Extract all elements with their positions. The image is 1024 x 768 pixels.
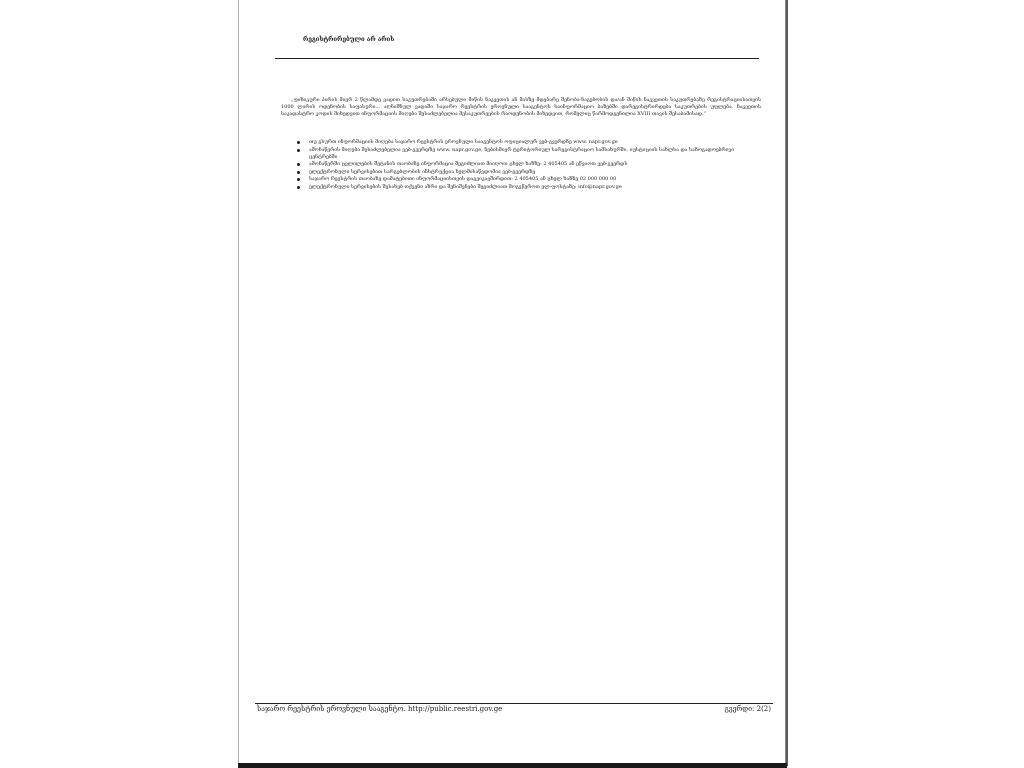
page-bottom-edge bbox=[238, 763, 787, 768]
document-page bbox=[238, 0, 786, 766]
list-item-text: ამონაწერის მიღება შესაძლებელია ვებ-გვერდზე www. napr.gov.ge, ნებისმიერ ტერიტორიულ სარეგისტრაციო სამსახურში, იუსტიციის სახლსა და საზოგადოებრივი ცენტრებში bbox=[309, 146, 735, 160]
intro-paragraph: „ფიზიკური პირის მიერ 2 წლამდე ვადით საკუთრებაში არსებული მიწის ნაკვეთის ან მასზე მდებარე შენობა-ნაგებობის და/ან მიწის ნაკვეთის საკუთრებაზე რეგისტრაციისათვის 1000 ლარის ოდენობის საფასური... აღნიშნულ ვადაში საჯარო რეესტრის ეროვნული სააგენტოს საინფორმაციო ბაზებში დარეგისტრირდება საკუთრების უფლება. ნაკვეთის საკადასტრო კოდის მიხედვით ინფორმაციის მიღება შესაძლებელია მესაკუთრეების რაოდენობის მიხედვით, რომელიც წარმოდგენილია XVIII თავის შესაბამისად.“ bbox=[281, 97, 761, 117]
header-title: რეგისტრირებული არ არის bbox=[303, 36, 395, 43]
list-item bbox=[297, 169, 763, 176]
list-item bbox=[297, 139, 763, 146]
bullet-icon bbox=[297, 186, 300, 189]
bullet-icon bbox=[297, 163, 300, 166]
list-item bbox=[297, 147, 763, 161]
list-item-text: ამონაწერში ცვლილების შეტანის თაობაზე ინფორმაცია შეგიძლიათ მიიღოთ ცხელ ხაზზე: 2 405405 ან ეწვიოთ ვებ-გვერდს bbox=[309, 161, 628, 167]
footer-source-text: საჯარო რეესტრის ეროვნული სააგენტო. http://public.reestri.gov.ge bbox=[257, 705, 503, 713]
bullet-icon bbox=[297, 141, 300, 144]
info-bullet-list bbox=[297, 139, 763, 191]
list-item-text: თუ გსურთ ინფორმაციის მიღება საჯარო რეესტრის ეროვნული სააგენტოს ოფიციალურ ვებ-გვერდზე www. napr.gov.ge bbox=[309, 139, 618, 145]
bullet-icon bbox=[297, 149, 300, 152]
list-item-text: ელექტრონული სერვისებით სარგებლობის ინსტრუქცია ხელმისაწვდომია ვებ-გვერდზე bbox=[309, 168, 536, 175]
list-item bbox=[297, 176, 763, 183]
bullet-icon bbox=[297, 178, 300, 181]
list-item bbox=[297, 161, 763, 168]
page-number: გვერდი: 2(2) bbox=[724, 705, 771, 713]
list-item-text: ელექტრონული სერვისების შესახებ თქვენი აზრი და შენიშვნები შეგიძლიათ მოგვწეროთ ელ-ფოსტაზე: info@napr.gov.ge bbox=[309, 183, 622, 190]
header-divider bbox=[275, 58, 759, 59]
footer-divider bbox=[255, 703, 773, 704]
bullet-icon bbox=[297, 171, 300, 174]
list-item bbox=[297, 184, 763, 191]
list-item-text: საჯარო რეესტრის თაობაზე დამატებითი ინფორმაციისთვის დაგვიკავშირდით: 2 405405 ან ცხელ ხაზზე 02 000 000 00 bbox=[309, 176, 617, 182]
